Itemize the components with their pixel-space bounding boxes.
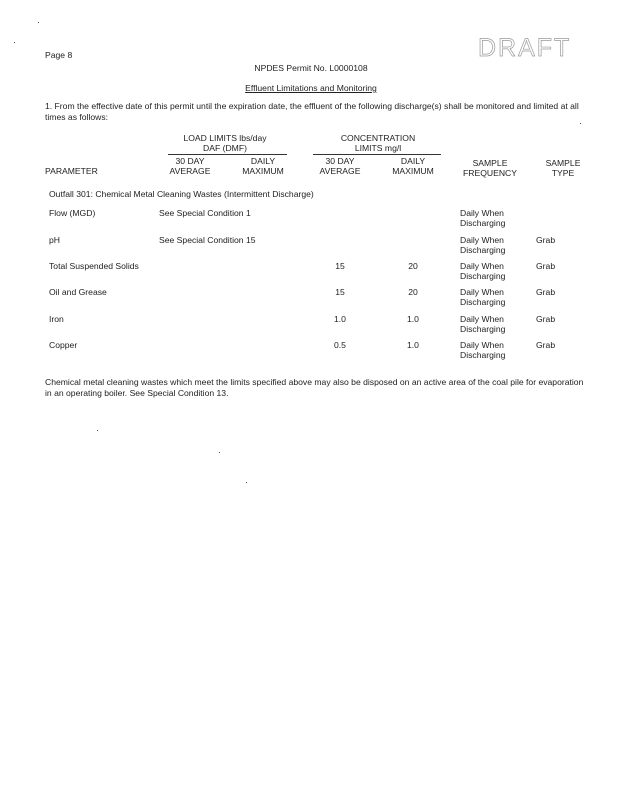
table-row xyxy=(0,340,622,364)
cell-frequency xyxy=(460,235,505,255)
frequency-line2: Discharging xyxy=(460,324,506,334)
frequency-line1: Daily When xyxy=(460,314,504,324)
cell-conc-30: 1.0 xyxy=(334,314,346,324)
cell-parameter: Oil and Grease xyxy=(49,287,107,297)
draft-stamp: DRAFT xyxy=(478,34,572,62)
col-conc-daily-line2: MAXIMUM xyxy=(392,166,434,176)
cell-conc-30: 15 xyxy=(335,261,345,271)
cell-parameter: Flow (MGD) xyxy=(49,208,96,218)
cell-parameter: Total Suspended Solids xyxy=(49,261,139,271)
frequency-line2: Discharging xyxy=(460,218,506,228)
col-parameter: PARAMETER xyxy=(45,166,98,176)
col-sample-type xyxy=(533,158,593,178)
col-load-daily xyxy=(233,156,293,176)
col-load-30-line1: 30 DAY xyxy=(175,156,205,166)
table-row xyxy=(0,208,622,232)
footnote: Chemical metal cleaning wastes which meet the limits specified above may also be disposed on an active area of the coal pile for evaporation in an operating boiler. See Special Condition 13. xyxy=(45,377,584,398)
col-load-30-day xyxy=(160,156,220,176)
frequency-line1: Daily When xyxy=(460,340,504,350)
cell-type: Grab xyxy=(536,261,556,271)
outfall-label: Outfall 301: Chemical Metal Cleaning Wastes (Intermittent Discharge) xyxy=(49,189,314,199)
cell-conc-daily: 1.0 xyxy=(407,340,419,350)
loading-group-line2: DAF (DMF) xyxy=(203,143,247,153)
scan-speck xyxy=(14,42,15,43)
cell-type: Grab xyxy=(536,314,556,324)
page-number: Page 8 xyxy=(45,50,73,60)
cell-conc-daily: 1.0 xyxy=(407,314,419,324)
scan-speck xyxy=(97,430,98,431)
table-row xyxy=(0,287,622,311)
frequency-line2: Discharging xyxy=(460,297,506,307)
col-conc-daily xyxy=(383,156,443,176)
frequency-line2: Discharging xyxy=(460,350,506,360)
cell-frequency xyxy=(460,340,505,360)
cell-parameter: Copper xyxy=(49,340,78,350)
cell-parameter: pH xyxy=(49,235,60,245)
scan-speck xyxy=(219,452,220,453)
col-load-daily-line2: MAXIMUM xyxy=(242,166,284,176)
cell-conc-daily: 20 xyxy=(408,261,418,271)
col-load-daily-line1: DAILY xyxy=(250,156,276,166)
cell-frequency xyxy=(460,314,505,334)
frequency-line1: Daily When xyxy=(460,208,504,218)
loading-group-rule xyxy=(168,154,287,155)
frequency-line2: Discharging xyxy=(460,271,506,281)
frequency-line1: Daily When xyxy=(460,261,504,271)
concentration-group-rule xyxy=(313,154,441,155)
concentration-group-line1: CONCENTRATION xyxy=(340,133,416,143)
table-row xyxy=(0,314,622,338)
scan-speck xyxy=(246,482,247,483)
cell-load-30: See Special Condition 1 xyxy=(159,208,251,218)
cell-conc-30: 15 xyxy=(335,287,345,297)
col-type-line1: SAMPLE xyxy=(545,158,581,168)
col-conc-30-line2: AVERAGE xyxy=(319,166,361,176)
cell-frequency xyxy=(460,287,505,307)
cell-load-30: See Special Condition 15 xyxy=(159,235,256,245)
scan-speck xyxy=(38,22,39,23)
cell-conc-30: 0.5 xyxy=(334,340,346,350)
scan-speck xyxy=(580,123,581,124)
col-load-30-line2: AVERAGE xyxy=(169,166,211,176)
concentration-group-line2: LIMITS mg/l xyxy=(354,143,402,153)
section-title: Effluent Limitations and Monitoring xyxy=(245,83,377,93)
cell-frequency xyxy=(460,261,505,281)
frequency-line2: Discharging xyxy=(460,245,506,255)
col-frequency-line2: FREQUENCY xyxy=(463,168,517,178)
permit-title: NPDES Permit No. L0000108 xyxy=(254,63,368,73)
concentration-group-header xyxy=(315,133,441,153)
table-row xyxy=(0,261,622,285)
col-frequency-line1: SAMPLE xyxy=(472,158,508,168)
col-type-line2: TYPE xyxy=(551,168,575,178)
intro-paragraph: 1. From the effective date of this permit until the expiration date, the effluent of the following discharge(s) shall be monitored and limited at all times as follows: xyxy=(45,101,579,122)
col-conc-30-line1: 30 DAY xyxy=(325,156,355,166)
table-row xyxy=(0,235,622,259)
cell-type: Grab xyxy=(536,287,556,297)
frequency-line1: Daily When xyxy=(460,287,504,297)
cell-frequency xyxy=(460,208,505,228)
loading-group-line1: LOAD LIMITS lbs/day xyxy=(183,133,267,143)
frequency-line1: Daily When xyxy=(460,235,504,245)
loading-group-header xyxy=(165,133,285,153)
cell-type: Grab xyxy=(536,235,556,245)
col-conc-30-day xyxy=(310,156,370,176)
col-sample-frequency xyxy=(455,158,525,178)
col-conc-daily-line1: DAILY xyxy=(400,156,426,166)
cell-conc-daily: 20 xyxy=(408,287,418,297)
cell-parameter: Iron xyxy=(49,314,64,324)
cell-type: Grab xyxy=(536,340,556,350)
